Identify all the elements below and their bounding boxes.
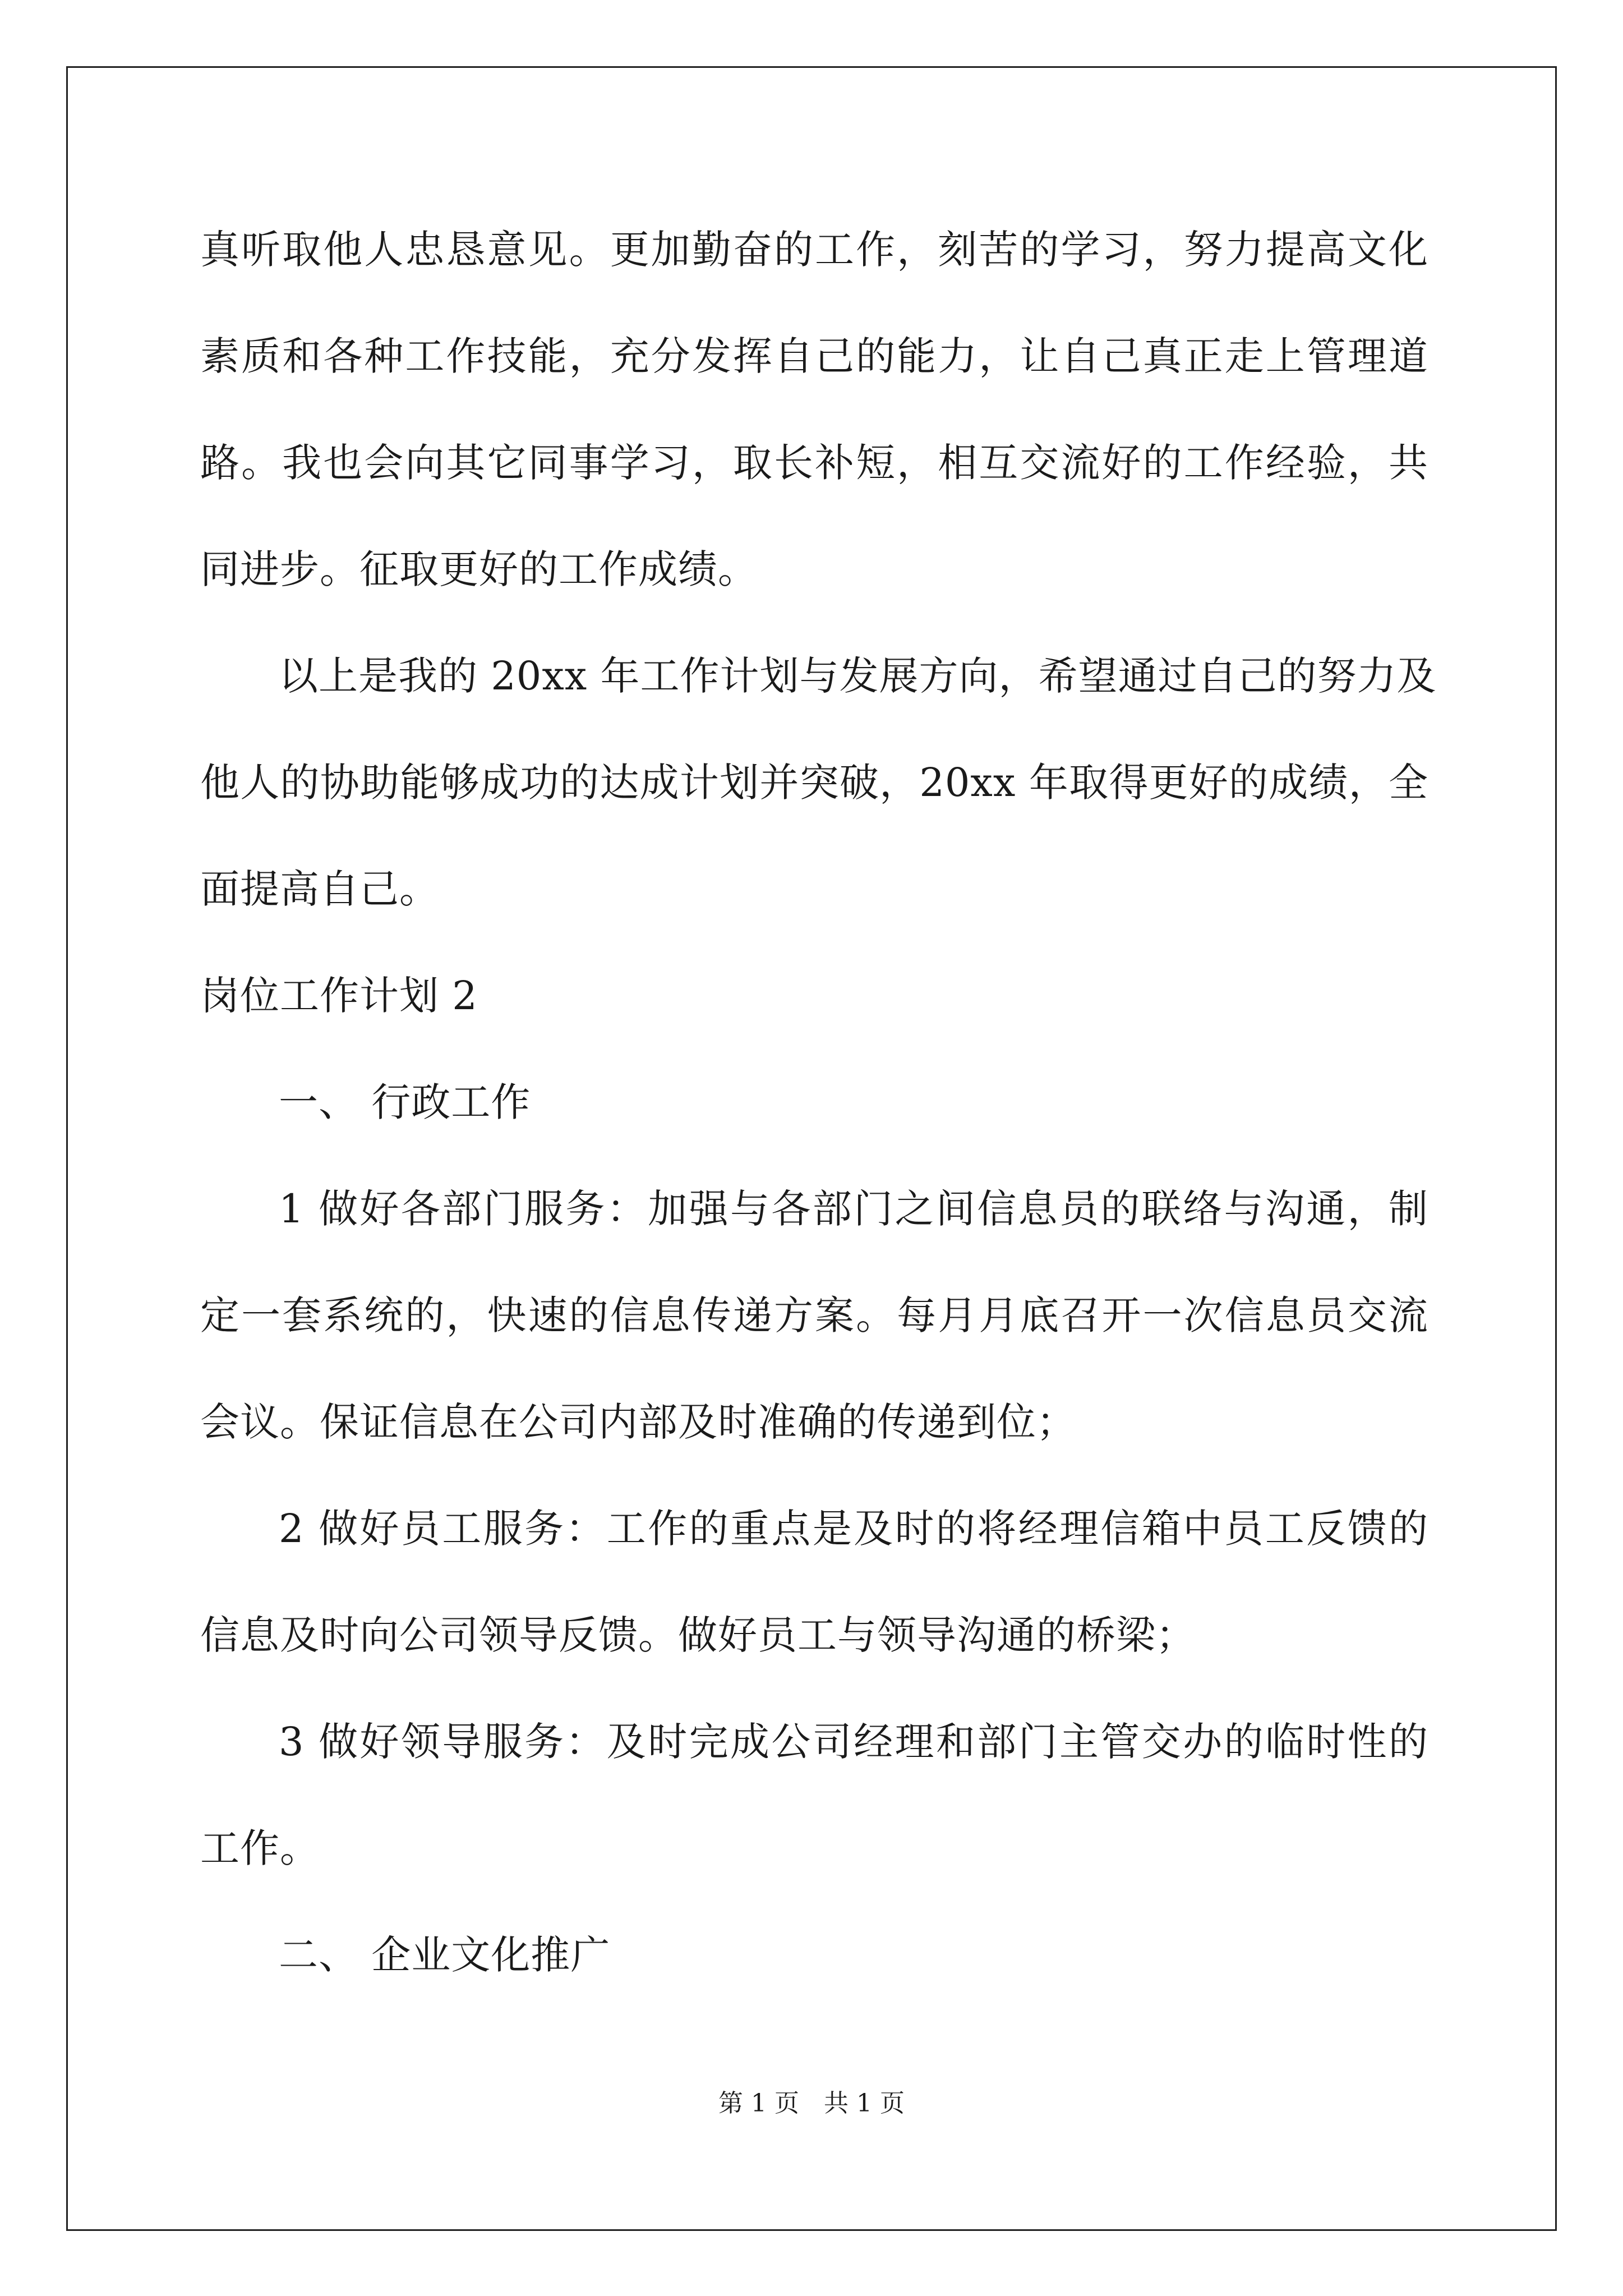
- paragraph-line: 以上是我的 20xx 年工作计划与发展方向，希望通过自己的努力及: [279, 653, 1437, 699]
- paragraph-line: 信息及时向公司领导反馈。做好员工与领导沟通的桥梁；: [200, 1612, 1196, 1658]
- paragraph-line: 工作。: [200, 1825, 320, 1871]
- paragraph-line: 1 做好各部门服务：加强与各部门之间信息员的联络与沟通，制: [279, 1186, 1428, 1232]
- paragraph-line: 面提高自己。: [200, 866, 439, 912]
- paragraph-line: 真听取他人忠恳意见。更加勤奋的工作，刻苦的学习，努力提高文化: [200, 227, 1428, 273]
- paragraph-line: 路。我也会向其它同事学习，取长补短，相互交流好的工作经验，共: [200, 440, 1428, 486]
- page-border: [66, 66, 1557, 2231]
- section-heading: 岗位工作计划 2: [200, 973, 478, 1019]
- subsection-heading: 一、 行政工作: [279, 1079, 531, 1125]
- paragraph-line: 定一套系统的，快速的信息传递方案。每月月底召开一次信息员交流: [200, 1292, 1428, 1338]
- paragraph-line: 他人的协助能够成功的达成计划并突破，20xx 年取得更好的成绩，全: [200, 760, 1428, 806]
- subsection-heading: 二、 企业文化推广: [279, 1932, 611, 1978]
- paragraph-line: 素质和各种工作技能，充分发挥自己的能力，让自己真正走上管理道: [200, 333, 1428, 379]
- page-footer: 第 1 页 共 1 页: [718, 2089, 905, 2118]
- paragraph-line: 会议。保证信息在公司内部及时准确的传递到位；: [200, 1399, 1076, 1445]
- paragraph-line: 3 做好领导服务：及时完成公司经理和部门主管交办的临时性的: [279, 1719, 1428, 1765]
- paragraph-line: 同进步。征取更好的工作成绩。: [200, 546, 758, 592]
- paragraph-line: 2 做好员工服务：工作的重点是及时的将经理信箱中员工反馈的: [279, 1506, 1428, 1552]
